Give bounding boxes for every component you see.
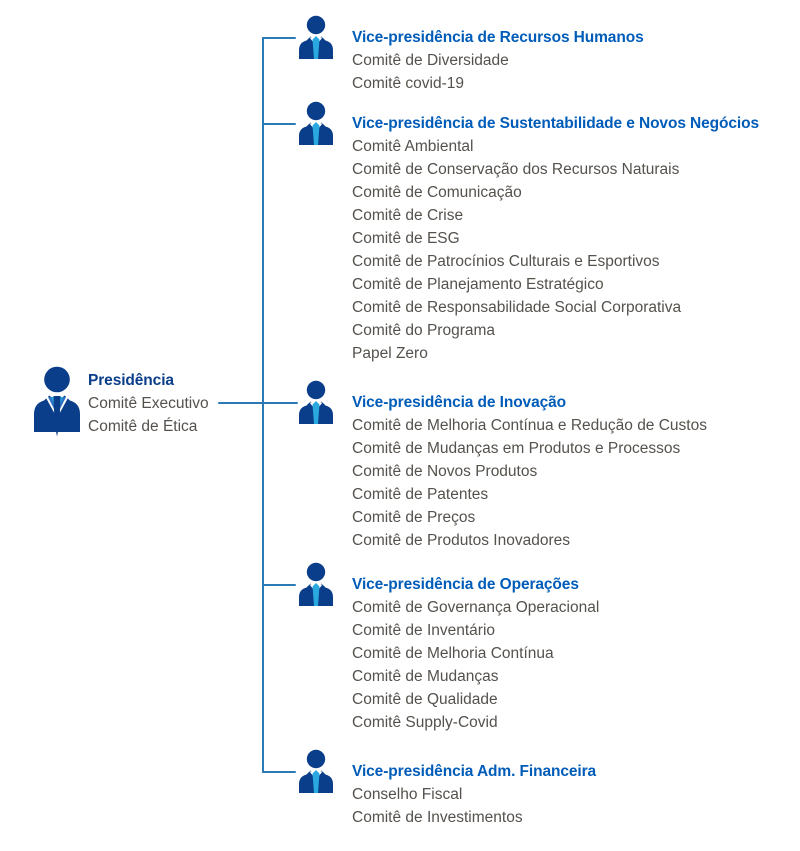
vp-text (352, 26, 644, 95)
committee-item: Comitê de Comunicação (352, 184, 522, 201)
node-vp-4 (296, 562, 599, 734)
committee-item: Comitê de Responsabilidade Social Corporativa (352, 299, 682, 316)
committee-item: Papel Zero (352, 345, 428, 362)
committee-item: Comitê de Patentes (352, 486, 489, 503)
committee-item: Comitê de Produtos Inovadores (352, 532, 570, 549)
node-vp-1 (296, 15, 644, 95)
committee-item: Comitê de Ética (88, 418, 198, 435)
person-icon-large (32, 366, 82, 440)
connector-vertical-line (262, 37, 264, 773)
committee-item: Comitê de Mudanças (352, 668, 499, 685)
committee-item: Comitê de Planejamento Estratégico (352, 276, 604, 293)
committee-item: Comitê de Novos Produtos (352, 463, 538, 480)
vp-text (352, 112, 759, 365)
connector-branch-line (262, 37, 296, 39)
vp-title: Vice-presidência de Inovação (352, 394, 567, 411)
committee-item: Comitê de Patrocínios Culturais e Esportivos (352, 253, 660, 270)
vp-title: Vice-presidência de Operações (352, 576, 579, 593)
person-icon (296, 15, 336, 61)
vp-title: Vice-presidência de Sustentabilidade e Novos Negócios (352, 115, 760, 132)
committee-item: Comitê de Mudanças em Produtos e Processos (352, 440, 681, 457)
vp-title: Vice-presidência Adm. Financeira (352, 763, 597, 780)
committee-item: Comitê covid-19 (352, 75, 464, 92)
node-vp-5 (296, 749, 596, 829)
committee-item: Comitê de Melhoria Contínua (352, 645, 554, 662)
committee-item: Comitê de Diversidade (352, 52, 509, 69)
committee-list (352, 783, 596, 829)
person-icon (296, 101, 336, 147)
person-icon (296, 380, 336, 426)
node-vp-3 (296, 380, 707, 552)
connector-branch-line (262, 771, 296, 773)
committee-item: Comitê de ESG (352, 230, 460, 247)
committee-item: Comitê de Melhoria Contínua e Redução de Custos (352, 417, 707, 434)
committee-list (352, 49, 644, 95)
committee-item: Comitê de Preços (352, 509, 476, 526)
committee-list (352, 414, 707, 552)
committee-item: Comitê Ambiental (352, 138, 474, 155)
committee-item: Conselho Fiscal (352, 786, 463, 803)
person-icon (296, 562, 336, 608)
committee-item: Comitê de Qualidade (352, 691, 498, 708)
presidencia-text (88, 369, 209, 438)
committee-item: Comitê Executivo (88, 395, 209, 412)
vp-text (352, 760, 596, 829)
connector-branch-line (262, 123, 296, 125)
node-vp-2 (296, 101, 759, 365)
connector-root-line (218, 402, 298, 404)
committee-list (352, 135, 759, 365)
connector-branch-line (262, 584, 296, 586)
committee-item: Comitê de Investimentos (352, 809, 523, 826)
committee-item: Comitê do Programa (352, 322, 496, 339)
vp-title: Vice-presidência de Recursos Humanos (352, 29, 644, 46)
committee-item: Comitê Supply-Covid (352, 714, 498, 731)
committee-item: Comitê de Inventário (352, 622, 496, 639)
node-presidencia (32, 366, 209, 440)
vp-text (352, 573, 599, 734)
committee-item: Comitê de Conservação dos Recursos Naturais (352, 161, 680, 178)
presidencia-title: Presidência (88, 372, 174, 389)
committee-item: Comitê de Crise (352, 207, 464, 224)
committee-list (352, 596, 599, 734)
committee-item: Comitê de Governança Operacional (352, 599, 600, 616)
person-icon (296, 749, 336, 795)
vp-text (352, 391, 707, 552)
